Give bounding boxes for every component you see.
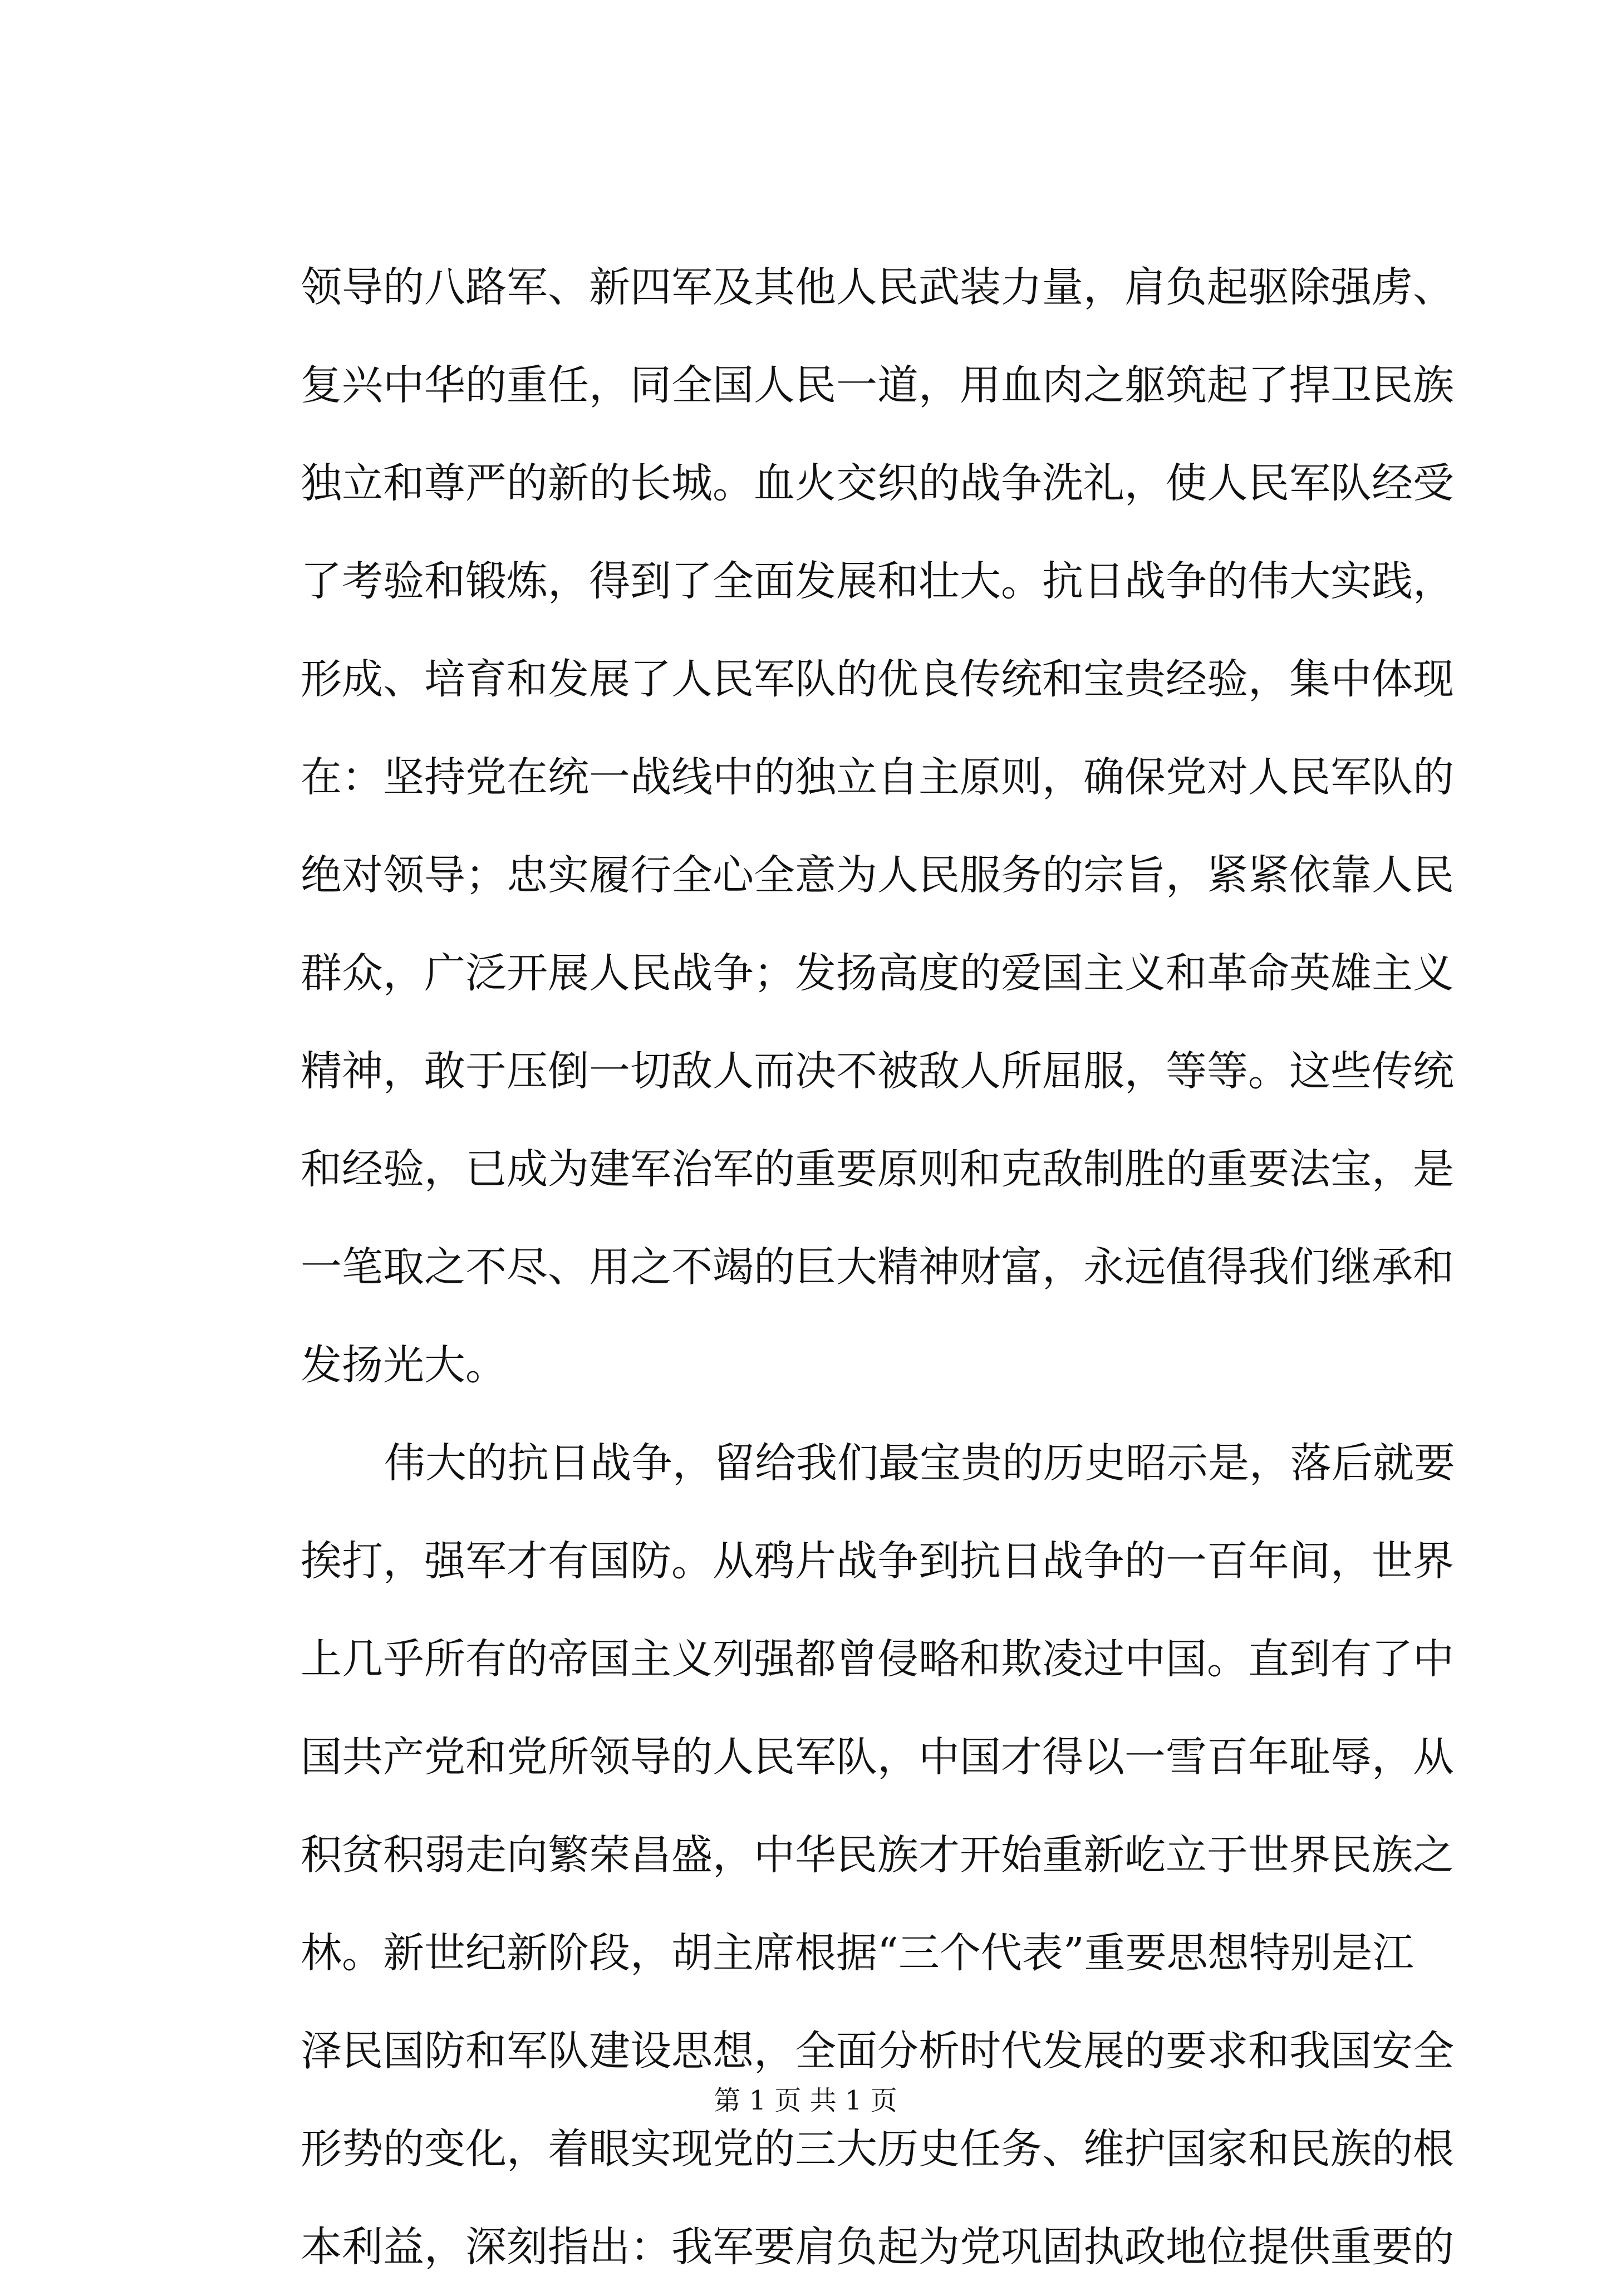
page-number-footer: 第 1 页 共 1 页 <box>714 2085 897 2116</box>
text-line: 领导的八路军、新四军及其他人民武装力量，肩负起驱除强虏、 <box>301 263 1454 311</box>
text-line: 在：坚持党在统一战线中的独立自主原则，确保党对人民军队的 <box>301 753 1454 801</box>
text-line: 绝对领导；忠实履行全心全意为人民服务的宗旨，紧紧依靠人民 <box>301 851 1454 899</box>
text-line: 形成、培育和发展了人民军队的优良传统和宝贵经验，集中体现 <box>301 655 1454 703</box>
text-line: 泽民国防和军队建设思想，全面分析时代发展的要求和我国安全 <box>301 2027 1454 2075</box>
text-line: 本利益，深刻指出：我军要肩负起为党巩固执政地位提供重要的 <box>301 2223 1454 2271</box>
text-line: 和经验，已成为建军治军的重要原则和克敌制胜的重要法宝，是 <box>301 1145 1454 1193</box>
text-line: 形势的变化，着眼实现党的三大历史任务、维护国家和民族的根 <box>301 2125 1454 2173</box>
text-line: 伟大的抗日战争，留给我们最宝贵的历史昭示是，落后就要 <box>384 1439 1455 1487</box>
text-line: 复兴中华的重任，同全国人民一道，用血肉之躯筑起了捍卫民族 <box>301 361 1454 409</box>
text-line: 一笔取之不尽、用之不竭的巨大精神财富，永远值得我们继承和 <box>301 1243 1454 1291</box>
text-line: 林。新世纪新阶段，胡主席根据“三个代表”重要思想特别是江 <box>301 1929 1414 1977</box>
text-line: 精神，敢于压倒一切敌人而决不被敌人所屈服，等等。这些传统 <box>301 1047 1454 1095</box>
text-line: 积贫积弱走向繁荣昌盛，中华民族才开始重新屹立于世界民族之 <box>301 1831 1454 1879</box>
text-line: 群众，广泛开展人民战争；发扬高度的爱国主义和革命英雄主义 <box>301 949 1454 997</box>
text-line: 了考验和锻炼，得到了全面发展和壮大。抗日战争的伟大实践， <box>301 557 1454 605</box>
text-line: 国共产党和党所领导的人民军队，中国才得以一雪百年耻辱，从 <box>301 1733 1454 1781</box>
document-body <box>301 238 1455 2296</box>
text-line: 挨打，强军才有国防。从鸦片战争到抗日战争的一百年间，世界 <box>301 1537 1454 1585</box>
text-line: 发扬光大。 <box>301 1341 507 1389</box>
text-line: 独立和尊严的新的长城。血火交织的战争洗礼，使人民军队经受 <box>301 459 1454 507</box>
text-line: 上几乎所有的帝国主义列强都曾侵略和欺凌过中国。直到有了中 <box>301 1635 1454 1683</box>
